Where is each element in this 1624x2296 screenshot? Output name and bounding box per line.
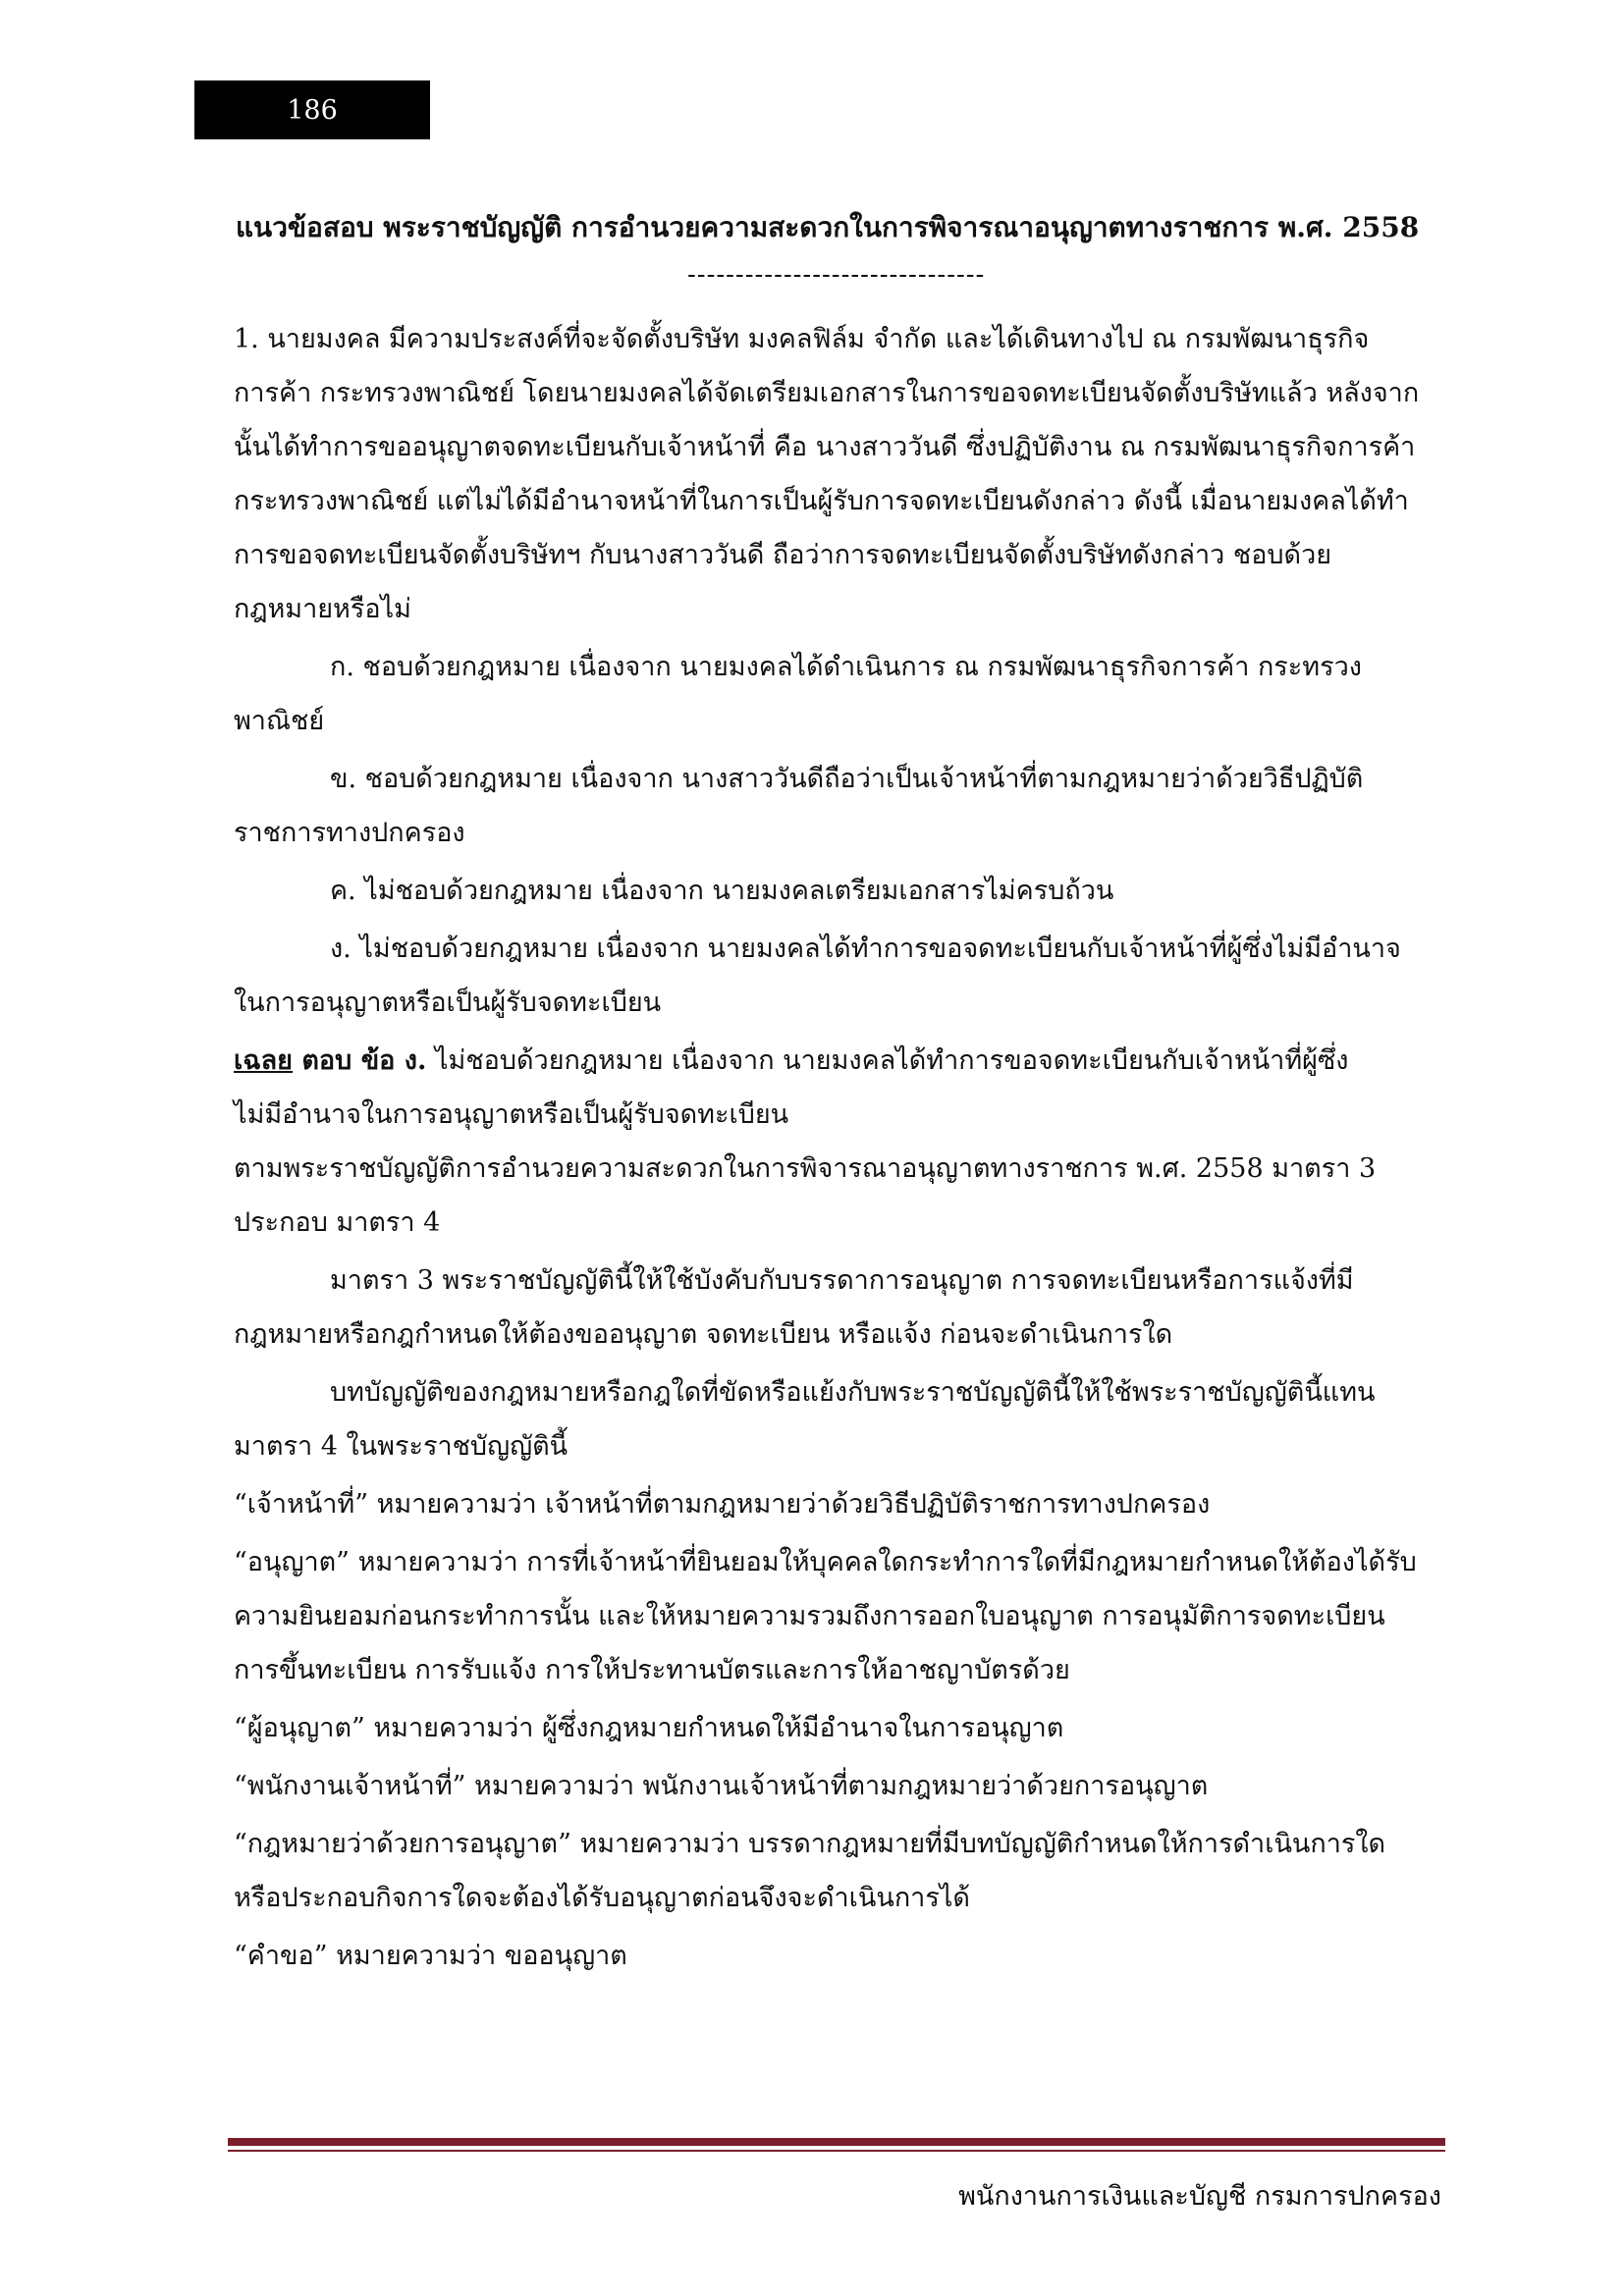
option-c-line: ค. ไม่ชอบด้วยกฎหมาย เนื่องจาก นายมงคลเตรียมเอกสารไม่ครบถ้วน (330, 876, 1114, 906)
question-line: การค้า กระทรวงพาณิชย์ โดยนายมงคลได้จัดเตรียมเอกสารในการขอจดทะเบียนจัดตั้งบริษัทแล้ว หลังจาก (234, 378, 1420, 408)
answer-text: ไม่ชอบด้วยกฎหมาย เนื่องจาก นายมงคลได้ทำการขอจดทะเบียนกับเจ้าหน้าที่ผู้ซึ่ง (426, 1045, 1349, 1076)
option-d-line: ง. ไม่ชอบด้วยกฎหมาย เนื่องจาก นายมงคลได้ทำการขอจดทะเบียนกับเจ้าหน้าที่ผู้ซึ่งไม่มีอำนาจ (330, 934, 1401, 964)
answer-reference: ประกอบ มาตรา 4 (234, 1207, 441, 1238)
page-number-badge (194, 80, 430, 139)
question-line: 1. นายมงคล มีความประสงค์ที่จะจัดตั้งบริษัท มงคลฟิล์ม จำกัด และได้เดินทางไป ณ กรมพัฒนาธุรกิจ (234, 324, 1370, 354)
definition-line: “อนุญาต” หมายความว่า การที่เจ้าหน้าที่ยินยอมให้บุคคลใดกระทำการใดที่มีกฎหมายกำหนดให้ต้องได้รับ (234, 1547, 1417, 1577)
footer-text: พนักงานการเงินและบัญชี กรมการปกครอง (958, 2181, 1441, 2212)
question-line: การขอจดทะเบียนจัดตั้งบริษัทฯ กับนางสาววันดี ถือว่าการจดทะเบียนจัดตั้งบริษัทดังกล่าว ชอบด้วย (234, 540, 1332, 570)
section-4-heading: มาตรา 4 ในพระราชบัญญัตินี้ (234, 1431, 568, 1462)
question-line: กฎหมายหรือไม่ (234, 594, 411, 624)
document-body (234, 312, 1441, 1983)
answer-line (234, 1034, 1441, 1088)
page-number: 186 (287, 94, 338, 126)
answer-reference: ตามพระราชบัญญัติการอำนวยความสะดวกในการพิจารณาอนุญาตทางราชการ พ.ศ. 2558 มาตรา 3 (234, 1153, 1377, 1184)
option-a-line: ก. ชอบด้วยกฎหมาย เนื่องจาก นายมงคลได้ดำเนินการ ณ กรมพัฒนาธุรกิจการค้า กระทรวง (330, 652, 1362, 682)
option-a-line: พาณิชย์ (234, 706, 325, 736)
section-3-line: มาตรา 3 พระราชบัญญัตินี้ให้ใช้บังคับกับบรรดาการอนุญาต การจดทะเบียนหรือการแจ้งที่มี (330, 1265, 1354, 1296)
footer-rule (228, 2138, 1445, 2146)
definition-line: “พนักงานเจ้าหน้าที่” หมายความว่า พนักงานเจ้าหน้าที่ตามกฎหมายว่าด้วยการอนุญาต (234, 1771, 1209, 1801)
definition-line: “คำขอ” หมายความว่า ขออนุญาต (234, 1941, 627, 1971)
option-b-line: ข. ชอบด้วยกฎหมาย เนื่องจาก นางสาววันดีถือว่าเป็นเจ้าหน้าที่ตามกฎหมายว่าด้วยวิธีปฏิบัติ (330, 764, 1364, 794)
definition-line: ความยินยอมก่อนกระทำการนั้น และให้หมายความรวมถึงการออกใบอนุญาต การอนุมัติการจดทะเบียน (234, 1601, 1385, 1631)
question-line: นั้นได้ทำการขออนุญาตจดทะเบียนกับเจ้าหน้าที่ คือ นางสาววันดี ซึ่งปฏิบัติงาน ณ กรมพัฒนาธุรกิจการค้า (234, 432, 1416, 462)
answer-choice: ตอบ ข้อ ง. (293, 1045, 427, 1076)
definition-line: การขึ้นทะเบียน การรับแจ้ง การให้ประทานบัตรและการให้อาชญาบัตรด้วย (234, 1655, 1070, 1685)
title-divider: ------------------------------- (687, 260, 986, 290)
answer-label: เฉลย (234, 1045, 293, 1076)
definition-line: “ผู้อนุญาต” หมายความว่า ผู้ซึ่งกฎหมายกำหนดให้มีอำนาจในการอนุญาต (234, 1713, 1064, 1743)
definition-line: “กฎหมายว่าด้วยการอนุญาต” หมายความว่า บรรดากฎหมายที่มีบทบัญญัติกำหนดให้การดำเนินการใด (234, 1829, 1386, 1859)
section-3-line: บทบัญญัติของกฎหมายหรือกฎใดที่ขัดหรือแย้งกับพระราชบัญญัตินี้ให้ใช้พระราชบัญญัตินี้แทน (330, 1377, 1376, 1408)
footer-rule-thin (228, 2150, 1445, 2152)
definition-line: “เจ้าหน้าที่” หมายความว่า เจ้าหน้าที่ตามกฎหมายว่าด้วยวิธีปฏิบัติราชการทางปกครอง (234, 1489, 1211, 1520)
option-b-line: ราชการทางปกครอง (234, 818, 465, 848)
section-3-line: กฎหมายหรือกฎกำหนดให้ต้องขออนุญาต จดทะเบียน หรือแจ้ง ก่อนจะดำเนินการใด (234, 1319, 1173, 1350)
option-d-line: ในการอนุญาตหรือเป็นผู้รับจดทะเบียน (234, 988, 662, 1018)
document-title: แนวข้อสอบ พระราชบัญญัติ การอำนวยความสะดวกในการพิจารณาอนุญาตทางราชการ พ.ศ. 2558 (236, 211, 1420, 243)
answer-line: ไม่มีอำนาจในการอนุญาตหรือเป็นผู้รับจดทะเบียน (234, 1099, 789, 1130)
definition-line: หรือประกอบกิจการใดจะต้องได้รับอนุญาตก่อนจึงจะดำเนินการได้ (234, 1883, 970, 1913)
question-line: กระทรวงพาณิชย์ แต่ไม่ได้มีอำนาจหน้าที่ในการเป็นผู้รับการจดทะเบียนดังกล่าว ดังนี้ เมื่อนายมงคลได้ทำ (234, 486, 1409, 516)
